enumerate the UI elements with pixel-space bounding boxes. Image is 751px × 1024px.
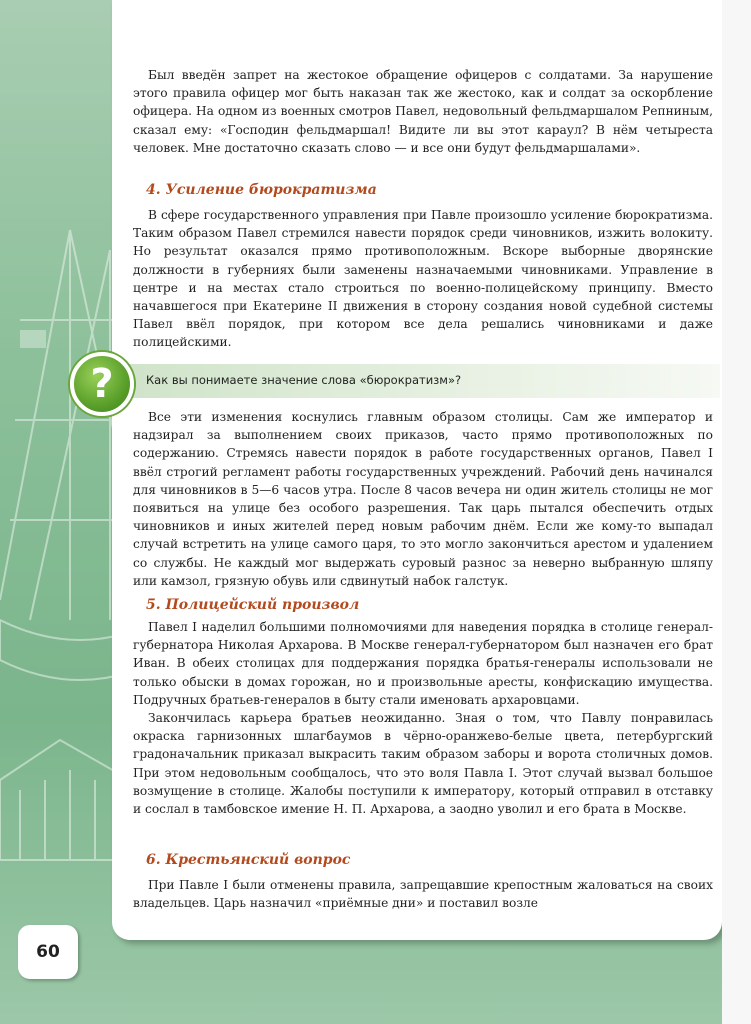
- question-box: [70, 346, 720, 414]
- section-5-text: [133, 618, 713, 818]
- question-mark-icon: ?: [70, 352, 134, 416]
- paragraph: При Павле I были отменены правила, запрещавшие крепостным жаловаться на своих владельцев. Царь назначил «приёмные дни» и поставил возле: [133, 878, 713, 911]
- section-6-heading: 6. Крестьянский вопрос: [146, 852, 351, 868]
- section-4-text: [133, 206, 713, 352]
- paragraph: В сфере государственного управления при Павле произошло усиление бюрократизма. Таким образом Павел стремился навести порядок среди чиновников, изжить волокиту. Но результат оказался прямо противоположным. Вскоре выборные дворянские должности в губерниях были заменены назначаемыми чиновниками. Управление в центре и на местах стало строиться по военно-полицейскому принципу. Вместо начавшегося при Екатерине II движения в сторону создания новой судебной системы Павел ввёл порядок, при котором все дела решались чиновниками и даже полицейскими.: [133, 208, 713, 350]
- section-6-text: [133, 876, 713, 912]
- question-text: Как вы понимаете значение слова «бюрократизм»?: [146, 373, 462, 387]
- paragraph: Все эти изменения коснулись главным образом столицы. Сам же император и надзирал за выполнением своих приказов, часто прямо противоположных по содержанию. Стремясь навести порядок в работе государственных органов, Павел I ввёл строгий регламент работы государственных учреждений. Рабочий день начинался для чиновников в 5—6 часов утра. После 8 часов вечера ни один житель столицы не мог появиться на улице без особого разрешения. Так царь пытался обеспечить отдых чиновников и иных жителей перед новым рабочим днём. Если же кому-то выпадал случай встретить на улице самого царя, то это могло закончиться арестом и удалением со службы. Не каждый мог выдержать суровый разнос за неверно выбранную шляпу или камзол, грязную обувь или сдвинутый набок галстук.: [133, 410, 713, 588]
- paragraph: Павел I наделил большими полномочиями для наведения порядка в столице генерал-губернатора Николая Архарова. В Москве генерал-губернатором был назначен его брат Иван. В обеих столицах для поддержания порядка братья-генералы использовали не только обыски в домах горожан, но и произвольные аресты, конфискацию имущества. Подручных братьев-генералов в быту стали именовать архаровцами.: [133, 620, 713, 707]
- page-number: 60: [18, 925, 78, 979]
- page-edge: [722, 0, 751, 1024]
- paragraph: Был введён запрет на жестокое обращение офицеров с солдатами. За нарушение этого правила офицер мог быть наказан так же жестоко, как и солдат за оскорбление офицера. На одном из военных смотров Павел, недовольный фельдмаршалом Репниным, сказал ему: «Господин фельдмаршал! Видите ли вы этот караул? В нём четыреста человек. Мне достаточно сказать слово — и все они будут фельдмаршалами».: [133, 68, 713, 155]
- paragraph: Закончилась карьера братьев неожиданно. Зная о том, что Павлу понравилась окраска гарнизонных шлагбаумов в чёрно-оранжево-белые цвета, петербургский градоначальник приказал выкрасить таким образом заборы и ворота столичных домов. При этом недовольным сообщалось, что это воля Павла I. Этот случай вызвал большое возмущение в столице. Жалобы поступили к императору, который отправил в отставку и сослал в тамбовское имение Н. П. Архарова, а заодно уволил и его брата в Москве.: [133, 711, 713, 817]
- main-text: [133, 408, 713, 590]
- section-4-heading: 4. Усиление бюрократизма: [146, 182, 377, 198]
- intro-text: [133, 66, 713, 157]
- section-5-heading: 5. Полицейский произвол: [146, 597, 360, 613]
